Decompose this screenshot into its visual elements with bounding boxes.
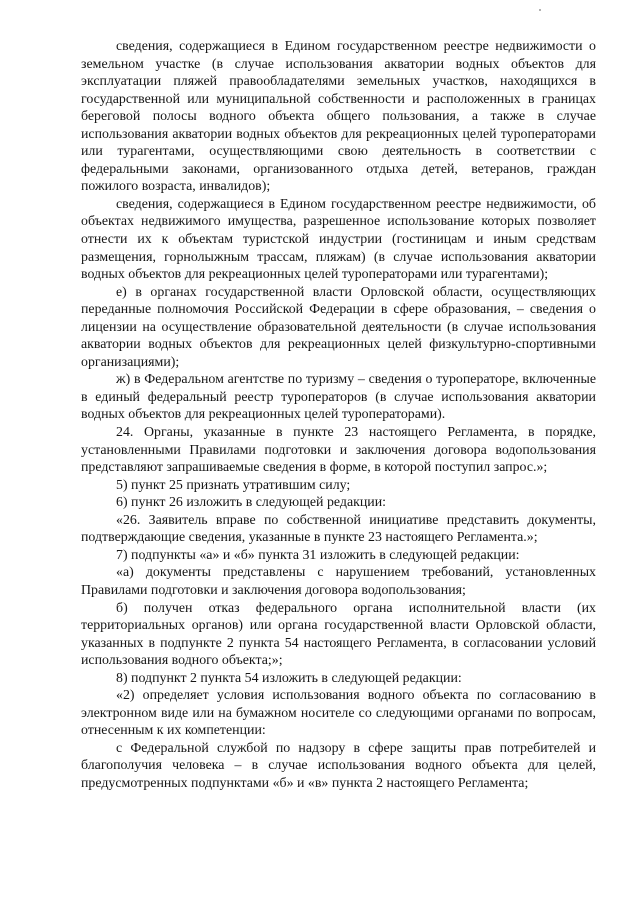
paragraph-subitem-a: «а) документы представлены с нарушением требований, установленных Правилами подготовки и заключения договора водопользования;: [81, 565, 596, 598]
scan-speck: [539, 9, 541, 11]
document-page: [81, 38, 596, 793]
paragraph-point-26: «26. Заявитель вправе по собственной инициативе представить документы, подтверждающие сведения, указанные в пункте 23 настоящего Регламента.»;: [81, 512, 596, 546]
paragraph-amend-8: 8) подпункт 2 пункта 54 изложить в следующей редакции:: [116, 670, 462, 686]
paragraph-amend-7: 7) подпункты «а» и «б» пункта 31 изложить в следующей редакции:: [116, 547, 520, 563]
paragraph-amend-5: 5) пункт 25 признать утратившим силу;: [116, 477, 351, 493]
paragraph-egrn-land-plot: сведения, содержащиеся в Едином государственном реестре недвижимости о земельном участке (в случае использования акватории водных объектов для эксплуатации пляжей правообладателями земельных участков, находящихся в государственной или муниципальной собственности и расположенных в границах береговой полосы водного объекта общего пользования, а также в случае использования акватории водных объектов для рекреационных целей туроператорами или турагентами, осуществляющими свою деятельность в соответствии с федеральными законами, организованного отдыха детей, ветеранов, граждан пожилого возраста, инвалидов);: [81, 39, 596, 195]
paragraph-amend-6: 6) пункт 26 изложить в следующей редакции:: [116, 495, 387, 511]
paragraph-item-zh: ж) в Федеральном агентстве по туризму – сведения о туроператоре, включенные в единый федеральный реестр туроператоров (в случае использования акватории водных объектов для рекреационных целей туроператорами).: [81, 372, 596, 423]
paragraph-rospotrebnadzor: с Федеральной службой по надзору в сфере защиты прав потребителей и благополучия человека – в случае использования водного объекта для целей, предусмотренных подпунктами «б» и «в» пункта 2 настоящего Регламента;: [81, 740, 596, 791]
paragraph-item-e: е) в органах государственной власти Орловской области, осуществляющих переданные полномочия Российской Федерации в сфере образования, – сведения о лицензии на осуществление образовательной деятельности (в случае использования акватории водных объектов для рекреационных целей физкультурно-спортивными организациями);: [81, 284, 596, 370]
paragraph-point-24: 24. Органы, указанные в пункте 23 настоящего Регламента, в порядке, установленными Правилами подготовки и заключения договора водопользования представляют запрашиваемые сведения в форме, в которой поступил запрос.»;: [81, 425, 596, 476]
paragraph-subitem-b: б) получен отказ федерального органа исполнительной власти (их территориальных органов) или органа государственной власти Орловской области, указанных в подпункте 2 пункта 54 настоящего Регламента, в согласовании условий использования водного объекта;»;: [81, 600, 596, 669]
paragraph-point-54-2: «2) определяет условия использования водного объекта по согласованию в электронном виде или на бумажном носителе со следующими органами по вопросам, отнесенным к их компетенции:: [81, 688, 596, 739]
paragraph-egrn-real-estate: сведения, содержащиеся в Едином государственном реестре недвижимости, об объектах недвижимого имущества, разрешенное использование которых позволяет отнести их к объектам туристской индустрии (гостиницам и иным средствам размещения, горнолыжным трассам, пляжам) (в случае использования акватории водных объектов для рекреационных целей туроператорами или турагентами);: [81, 196, 596, 283]
